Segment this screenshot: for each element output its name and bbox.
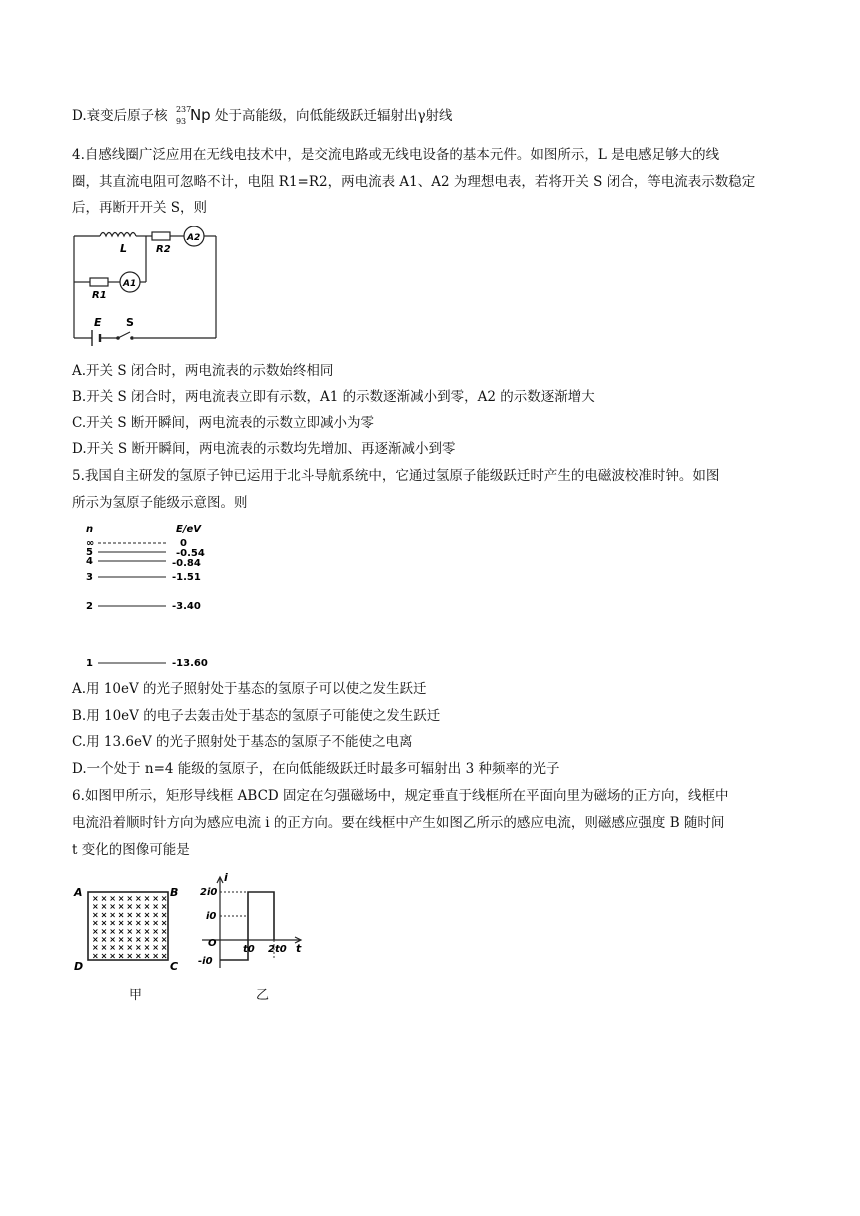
field-cross: × — [92, 926, 99, 936]
field-cross: × — [92, 935, 99, 944]
level-e-4: -0.84 — [172, 558, 201, 569]
field-cross: × — [92, 910, 99, 920]
field-cross: × — [152, 902, 159, 912]
q6-figure-jia — [72, 882, 184, 972]
axis-label-t: t — [296, 942, 302, 955]
field-cross: × — [126, 902, 134, 912]
label-A1: A1 — [123, 279, 137, 289]
field-cross: × — [143, 910, 151, 920]
magnetic-field-crosses — [92, 894, 168, 960]
q5-stem-line-1: 5.我国自主研发的氢原子钟已运用于北斗导航系统中，它通过氢原子能级跃迁时产生的电磁波校准时钟。如图 — [72, 468, 720, 484]
field-cross: × — [135, 894, 142, 903]
field-cross: × — [109, 902, 116, 912]
field-cross: × — [126, 926, 134, 936]
q4-option-c: C.开关 S 断开瞬间，两电流表的示数立即减小为零 — [72, 415, 374, 431]
corner-B: B — [170, 886, 179, 899]
field-cross: × — [117, 926, 125, 936]
q6-stem-line-2: 电流沿着顺时针方向为感应电流 i 的正方向。要在线框中产生如图乙所示的感应电流，则磁感应强度 B 随时间 — [72, 815, 725, 831]
header-energy: E/eV — [176, 524, 202, 535]
q5-energy-level-diagram — [84, 522, 234, 672]
isotope-mass-number: 237 — [175, 104, 192, 114]
field-cross: × — [92, 902, 99, 912]
q4-stem-line-2: 圈，其直流电阻可忽略不计，电阻 R1=R2，两电流表 A1、A2 为理想电表，若将开关 S 闭合，等电流表示数稳定 — [72, 174, 756, 190]
level-e-5: -0.54 — [176, 548, 205, 559]
tick-i0: i0 — [206, 911, 217, 922]
q3-option-d — [72, 106, 453, 126]
tick-2t0: 2t0 — [268, 944, 287, 955]
field-cross: × — [117, 943, 125, 953]
field-cross: × — [135, 935, 142, 944]
q5-option-d: D.一个处于 n=4 能级的氢原子，在向低能级跃迁时最多可辐射出 3 种频率的光子 — [72, 761, 560, 777]
level-n-inf: ∞ — [86, 538, 95, 549]
field-cross: × — [109, 894, 116, 903]
q6-stem-line-1: 6.如图甲所示，矩形导线框 ABCD 固定在匀强磁场中，规定垂直于线框所在平面向里为磁场的正方向，线框中 — [72, 788, 729, 804]
field-cross: × — [135, 943, 142, 953]
field-cross: × — [152, 894, 159, 903]
field-cross: × — [143, 943, 151, 953]
label-R1: R1 — [92, 290, 107, 301]
corner-A: A — [74, 886, 83, 899]
field-cross: × — [117, 935, 125, 944]
level-e-inf: 0 — [180, 538, 187, 549]
level-n-4: 4 — [86, 556, 93, 567]
field-cross: × — [126, 910, 134, 920]
field-cross: × — [109, 918, 116, 928]
field-cross: × — [126, 918, 134, 928]
field-cross: × — [126, 943, 134, 953]
tick-2i0: 2i0 — [200, 887, 218, 898]
label-E: E — [94, 316, 102, 329]
isotope-atomic-number: 93 — [175, 116, 187, 126]
label-L: L — [120, 242, 128, 255]
field-cross: × — [135, 902, 142, 912]
q6-stem-line-3: t 变化的图像可能是 — [72, 842, 190, 858]
field-cross: × — [135, 951, 142, 961]
field-cross: × — [100, 910, 108, 920]
field-cross: × — [160, 951, 168, 961]
q4-option-d: D.开关 S 断开瞬间，两电流表的示数均先增加、再逐渐减小到零 — [72, 441, 456, 457]
field-cross: × — [160, 943, 168, 953]
isotope-symbol: Np — [189, 106, 211, 124]
field-cross: × — [152, 935, 159, 944]
axis-label-i: i — [224, 872, 228, 884]
field-cross: × — [135, 926, 142, 936]
field-cross: × — [160, 918, 168, 928]
level-e-2: -3.40 — [172, 601, 201, 612]
field-cross: × — [92, 951, 99, 961]
q5-option-a: A.用 10eV 的光子照射处于基态的氢原子可以使之发生跃迁 — [72, 681, 427, 697]
field-cross: × — [109, 935, 116, 944]
field-cross: × — [160, 926, 168, 936]
field-cross: × — [135, 918, 142, 928]
field-cross: × — [109, 943, 116, 953]
field-cross: × — [117, 894, 125, 903]
level-e-3: -1.51 — [172, 572, 201, 583]
field-cross: × — [135, 910, 142, 920]
field-cross: × — [143, 918, 151, 928]
level-n-1: 1 — [86, 658, 93, 669]
field-cross: × — [160, 910, 168, 920]
corner-C: C — [170, 960, 179, 972]
field-cross: × — [152, 910, 159, 920]
field-cross: × — [117, 918, 125, 928]
tick-neg-i0: -i0 — [198, 956, 213, 967]
caption-yi: 乙 — [256, 988, 270, 1003]
field-cross: × — [117, 902, 125, 912]
field-cross: × — [143, 926, 151, 936]
q4-stem-line-3: 后，再断开开关 S，则 — [72, 200, 208, 216]
label-S: S — [126, 316, 134, 329]
field-cross: × — [109, 926, 116, 936]
field-cross: × — [143, 902, 151, 912]
q3-option-d-suffix: 处于高能级，向低能级跃迁辐射出γ射线 — [214, 108, 453, 124]
field-cross: × — [109, 910, 116, 920]
corner-D: D — [74, 960, 84, 972]
level-e-1: -13.60 — [172, 658, 208, 669]
label-A2: A2 — [187, 233, 201, 243]
field-cross: × — [100, 902, 108, 912]
q4-option-b: B.开关 S 闭合时，两电流表立即有示数，A1 的示数逐渐减小到零，A2 的示数逐渐增大 — [72, 389, 595, 405]
field-cross: × — [100, 918, 108, 928]
header-n: n — [86, 524, 94, 535]
field-cross: × — [117, 951, 125, 961]
level-n-2: 2 — [86, 601, 93, 612]
field-cross: × — [160, 894, 168, 903]
q4-option-a: A.开关 S 闭合时，两电流表的示数始终相同 — [72, 363, 334, 379]
field-cross: × — [152, 926, 159, 936]
field-cross: × — [92, 894, 99, 903]
label-R2: R2 — [156, 244, 171, 255]
isotope-notation — [172, 104, 192, 126]
field-cross: × — [100, 935, 108, 944]
field-cross: × — [152, 951, 159, 961]
field-cross: × — [92, 918, 99, 928]
q5-option-c: C.用 13.6eV 的光子照射处于基态的氢原子不能使之电离 — [72, 734, 413, 750]
field-cross: × — [152, 918, 159, 928]
field-cross: × — [117, 910, 125, 920]
field-cross: × — [126, 894, 134, 903]
field-cross: × — [100, 943, 108, 953]
q5-stem-line-2: 所示为氢原子能级示意图。则 — [72, 495, 248, 511]
level-n-5: 5 — [86, 547, 93, 558]
q3-option-d-prefix: D.衰变后原子核 — [72, 108, 168, 124]
field-cross: × — [100, 926, 108, 936]
q6-figure-yi — [196, 872, 308, 972]
caption-jia: 甲 — [129, 988, 143, 1003]
field-cross: × — [160, 935, 168, 944]
tick-t0: t0 — [243, 944, 255, 955]
field-cross: × — [143, 951, 151, 961]
field-cross: × — [126, 951, 134, 961]
field-cross: × — [152, 943, 159, 953]
field-cross: × — [100, 894, 108, 903]
q5-option-b: B.用 10eV 的电子去轰击处于基态的氢原子可能使之发生跃迁 — [72, 708, 441, 724]
q4-circuit-diagram — [70, 226, 240, 346]
field-cross: × — [143, 935, 151, 944]
q4-stem-line-1: 4.自感线圈广泛应用在无线电技术中，是交流电路或无线电设备的基本元件。如图所示，L 是电感足够大的线 — [72, 147, 720, 163]
level-n-3: 3 — [86, 572, 93, 583]
field-cross: × — [126, 935, 134, 944]
field-cross: × — [109, 951, 116, 961]
field-cross: × — [143, 894, 151, 903]
field-cross: × — [160, 902, 168, 912]
field-cross: × — [92, 943, 99, 953]
origin-label: O — [208, 938, 217, 949]
field-cross: × — [100, 951, 108, 961]
